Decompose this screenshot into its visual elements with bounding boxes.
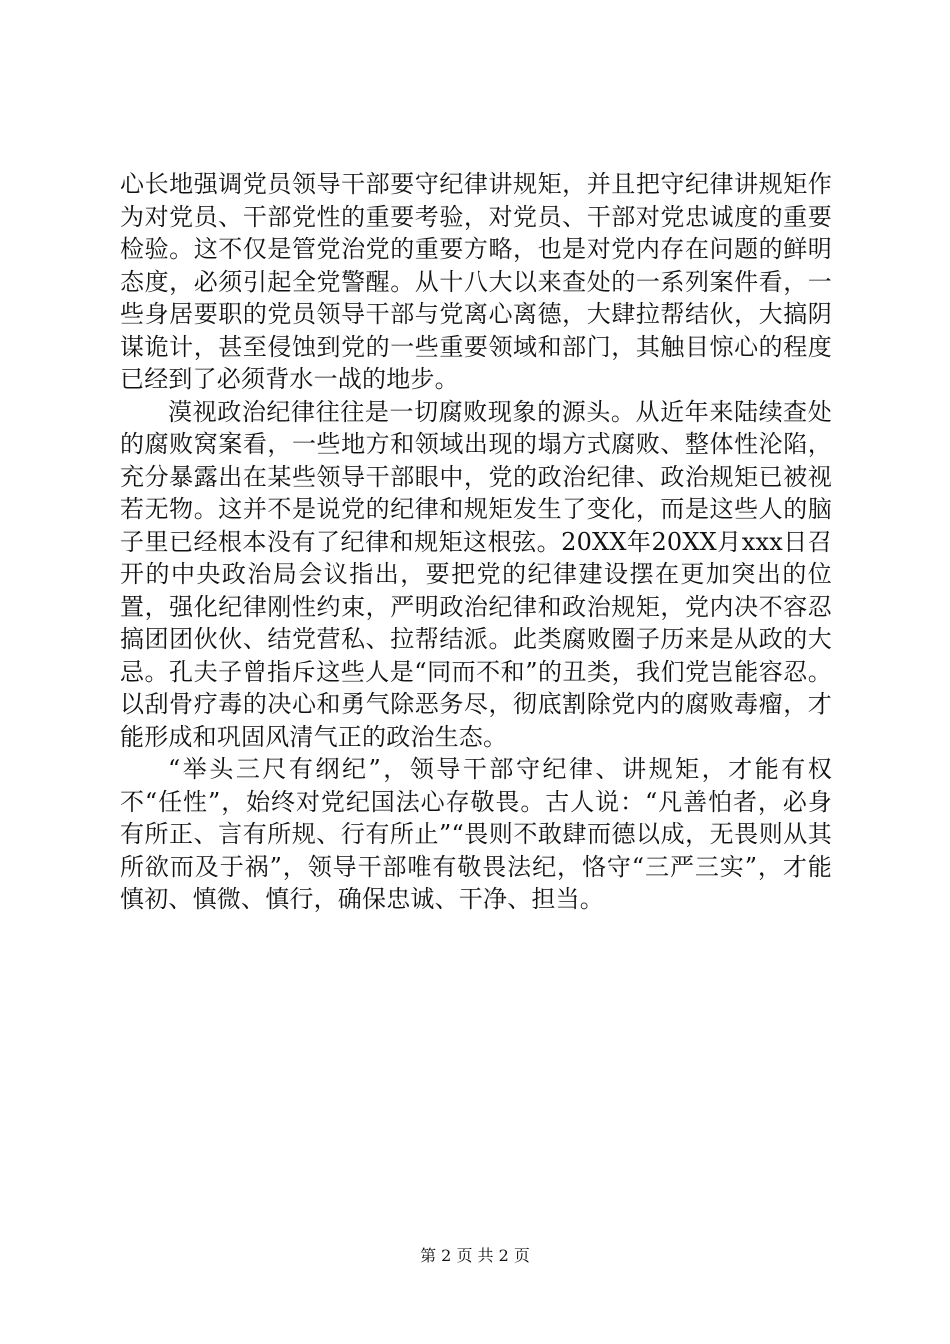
document-body [120,168,832,916]
paragraph-continued: 心长地强调党员领导干部要守纪律讲规矩，并且把守纪律讲规矩作为对党员、干部党性的重要考验，对党员、干部对党忠诚度的重要检验。这不仅是管党治党的重要方略，也是对党内存在问题的鲜明态度，必须引起全党警醒。从十八大以来查处的一系列案件看，一些身居要职的党员领导干部与党离心离德，大肆拉帮结伙，大搞阴谋诡计，甚至侵蚀到党的一些重要领域和部门，其触目惊心的程度已经到了必须背水一战的地步。 [120,170,832,393]
paragraph: 漠视政治纪律往往是一切腐败现象的源头。从近年来陆续查处的腐败窝案看，一些地方和领域出现的塌方式腐败、整体性沦陷，充分暴露出在某些领导干部眼中，党的政治纪律、政治规矩已被视若无物。这并不是说党的纪律和规矩发生了变化，而是这些人的脑子里已经根本没有了纪律和规矩这根弦。20XX年20XX月xxx日召开的中央政治局会议指出，要把党的纪律建设摆在更加突出的位置，强化纪律刚性约束，严明政治纪律和政治规矩，党内决不容忍搞团团伙伙、结党营私、拉帮结派。此类腐败圈子历来是从政的大忌。孔夫子曾指斥这些人是“同而不和”的丑类，我们党岂能容忍。以刮骨疗毒的决心和勇气除恶务尽，彻底割除党内的腐败毒瘤，才能形成和巩固风清气正的政治生态。 [120,397,832,751]
paragraph: “举头三尺有纲纪”，领导干部守纪律、讲规矩，才能有权不“任性”，始终对党纪国法心存敬畏。古人说：“凡善怕者，必身有所正、言有所规、行有所止”“畏则不敢肆而德以成，无畏则从其所欲而及于祸”，领导干部唯有敬畏法纪，恪守“三严三实”，才能慎初、慎微、慎行，确保忠诚、干净、担当。 [120,755,832,913]
page-number: 第 2 页 共 2 页 [420,1246,530,1265]
page-footer [0,1243,950,1266]
